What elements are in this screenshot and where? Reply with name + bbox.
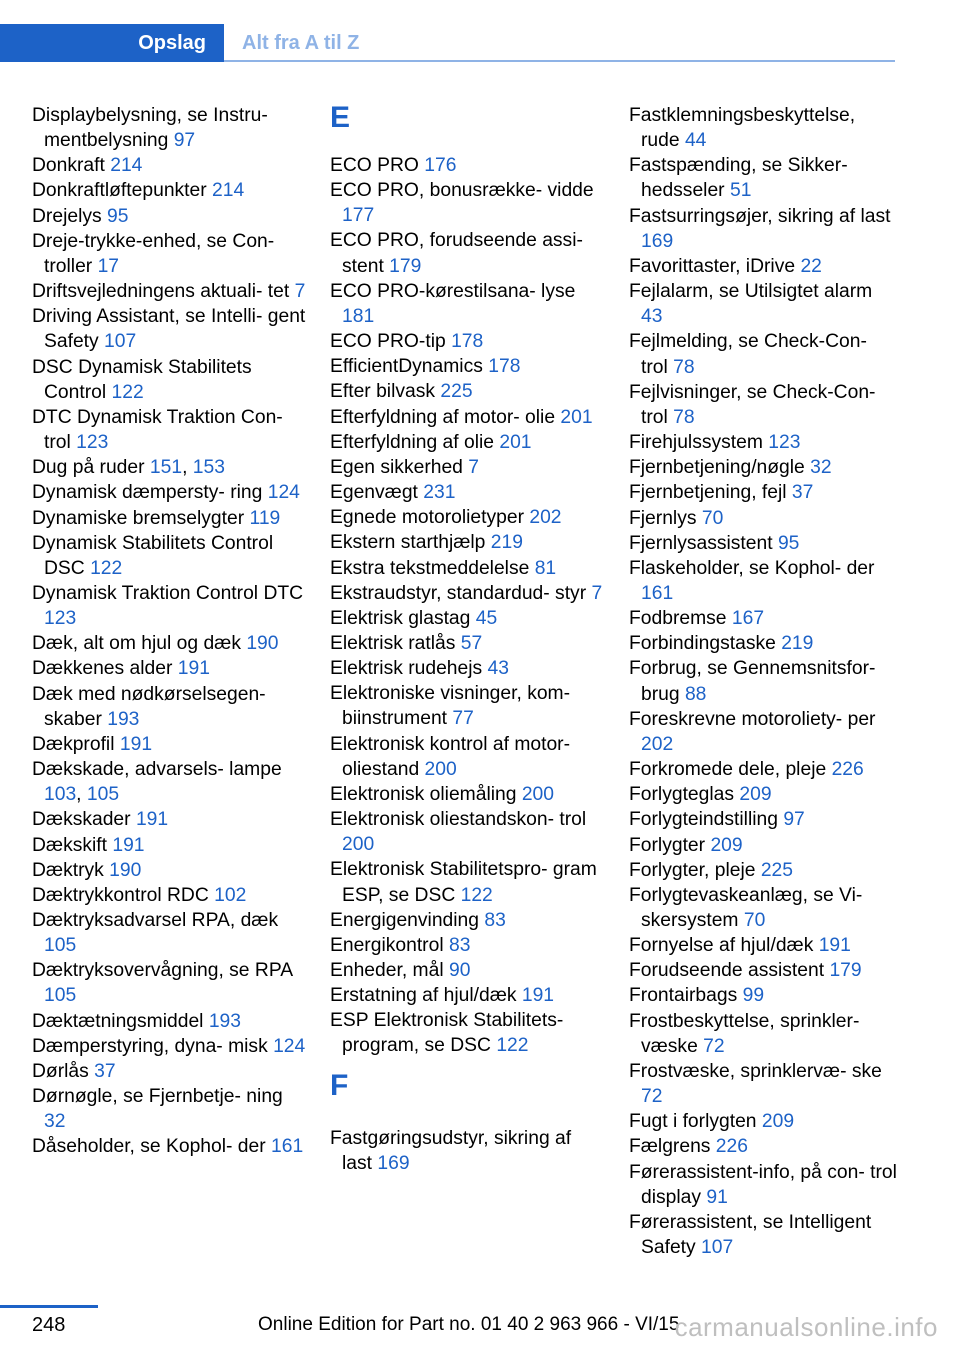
page-link[interactable]: 200 [424,758,457,780]
page-link[interactable]: 78 [673,406,695,428]
index-entry [629,531,899,556]
entry-term: EfficientDynamics [330,356,483,378]
page-link[interactable]: 226 [715,1136,748,1158]
index-entry [629,1009,899,1059]
index-entry [330,908,605,933]
page-link[interactable]: 151 [149,457,183,479]
tab-underline [224,60,895,62]
page-link[interactable]: 178 [488,356,521,378]
entry-term: Fornyelse af hjul/dæk [629,935,814,957]
index-entry [32,103,307,153]
index-entry [330,681,605,731]
index-entry [629,103,899,153]
footer-edition: Online Edition for Part no. 01 40 2 963 966 - VI/15 [258,1314,680,1335]
entry-term: Energikontrol [330,934,444,956]
entry-term: ECO PRO-tip [330,331,446,353]
index-entry [629,506,899,531]
index-entry [330,606,605,631]
index-entry: Dug på ruder 151, 153 [32,457,225,479]
entry-term: Forlygter [629,834,706,856]
entry-term: Dynamiske bremselygter [32,507,245,529]
entry-term: Forlygteindstilling [629,809,778,831]
page-link[interactable]: 77 [452,708,474,730]
page-link[interactable]: 70 [701,507,724,529]
page-link[interactable]: 193 [208,1010,241,1032]
index-entry [330,178,605,228]
index-entry [32,405,307,455]
index-entry [32,833,307,858]
index-entry: Dækskade, advarsels‐ lampe 103, 105 [32,759,282,806]
entry-term: Forbrug, se Gennemsnitsfor‐ brug [629,658,876,705]
index-entry [629,631,899,656]
entry-term: Elektronisk oliestandskon‐ trol [330,809,587,831]
index-entry [629,1059,899,1109]
index-entry [32,178,307,203]
tab-alt-fra-a-til-z[interactable]: Alt fra A til Z [242,31,360,54]
entry-term: Forkromede dele, pleje [629,759,827,781]
entry-term: Dækskader [32,809,131,831]
entry-term: Erstatning af hjul/dæk [330,985,517,1007]
entry-term: ECO PRO, bonusrække‐ vidde [330,180,594,202]
entry-term: Dæktryksovervågning, se RPA [32,960,293,982]
index-entry [32,1134,307,1159]
page-link[interactable]: 83 [448,934,471,956]
entry-term: Dæktrykkontrol RDC [32,884,209,906]
page-link[interactable]: 191 [818,935,851,957]
page-link[interactable]: 231 [423,482,456,504]
index-entry [330,1008,605,1058]
page-link[interactable]: 190 [109,859,142,881]
index-column-2 [330,103,605,1176]
entry-term: Forlygteglas [629,784,735,806]
page-link[interactable]: 7 [294,281,306,303]
page-link[interactable]: 81 [534,557,557,579]
page-link[interactable]: 167 [731,608,765,630]
index-entry [330,1126,605,1176]
page-number: 248 [32,1314,66,1336]
page-link[interactable]: 191 [112,834,145,856]
index-entry [629,380,899,430]
index-entry [32,807,307,832]
entry-term: Energigenvinding [330,909,480,931]
page-link[interactable]: 37 [94,1060,116,1082]
page-link[interactable]: 124 [267,482,300,504]
index-entry [330,732,605,782]
index-entry [32,908,307,958]
index-entry [629,833,899,858]
entry-term: Favorittaster, iDrive [629,255,796,277]
entry-term: Dørlås [32,1060,89,1082]
entry-term: Dækskift [32,834,107,856]
entry-term: Dørnøgle, se Fjernbetje‐ ning [32,1086,283,1108]
index-entry [629,707,899,757]
index-entry [32,480,307,505]
entry-term: Donkraft [32,155,105,177]
index-entry [629,782,899,807]
page-link[interactable]: 99 [742,985,765,1007]
index-entry [629,933,899,958]
page-link[interactable]: 95 [107,205,129,227]
page-link[interactable]: 43 [487,658,509,680]
entry-term: Fjernbetjening, fejl [629,482,787,504]
page-link[interactable]: 102 [214,884,247,906]
page-link[interactable]: 176 [424,155,457,176]
page-link[interactable]: 105 [44,935,77,957]
entry-term: Fejlvisninger, se Check-Con‐ trol [629,381,876,428]
index-entry [32,355,307,405]
page-link[interactable]: 122 [111,381,144,403]
index-entry [629,279,899,329]
entry-term: ECO PRO, forudseende assi‐ stent [330,230,583,277]
section-letter-f: F [330,1068,349,1102]
entry-term: Fælgrens [629,1136,711,1158]
entry-term: Fjernlys [629,507,697,529]
entry-term: Frostbeskyttelse, sprinkler‐ væske [629,1010,860,1057]
index-entry [629,606,899,631]
entry-term: Egnede motorolietyper [330,507,524,529]
page-link[interactable]: 226 [831,759,864,781]
entry-term: Elektronisk oliemåling [330,783,517,805]
entry-term: DTC Dynamisk Traktion Con‐ trol [32,406,283,454]
entry-term: Dæktryksadvarsel RPA, dæk [32,910,279,931]
page-link[interactable]: 107 [701,1237,734,1259]
page-link[interactable]: 119 [249,507,281,529]
page-link[interactable]: 32 [810,457,832,479]
page-link[interactable]: 43 [641,306,663,328]
index-entry [330,782,605,807]
entry-term: Foreskrevne motoroliety‐ per [629,708,876,730]
index-entry [32,1009,307,1034]
page-link[interactable]: 88 [684,683,707,705]
entry-term: Dækprofil [32,733,115,755]
entry-term: Førerassistent, se Intelligent Safety [629,1211,872,1259]
page-link[interactable]: 153 [192,457,225,479]
index-column-1 [32,103,307,1160]
index-entry [330,857,605,907]
entry-term: Displaybelysning, se Instru‐ mentbelysning [32,105,268,152]
page-link[interactable]: 123 [76,432,109,454]
index-entry [330,958,605,983]
page-link[interactable]: 22 [800,255,822,277]
page-link[interactable]: 44 [684,130,707,152]
entry-term: Efterfyldning af olie [330,431,494,453]
index-entry [629,254,899,279]
entry-term: Drejelys [32,205,102,227]
entry-term: Fejlalarm, se Utilsigtet alarm [629,281,873,303]
page-link[interactable]: 7 [468,456,480,478]
entry-term: Frostvæske, sprinklervæ‐ ske [629,1060,882,1082]
page-link[interactable]: 122 [496,1035,529,1057]
index-entry [32,958,307,1008]
index-entry [629,983,899,1008]
page-link[interactable]: 214 [110,155,143,177]
index-entry [32,204,307,229]
index-entry [330,631,605,656]
page-link[interactable]: 78 [673,356,695,378]
page-link[interactable]: 45 [475,607,498,629]
page-link[interactable]: 178 [451,331,484,353]
entry-term: ECO PRO [330,155,419,176]
entry-term: Dæmperstyring, dyna‐ misk [32,1035,268,1057]
entry-term: Dækskade, advarsels‐ lampe [32,759,282,781]
index-entry [629,480,899,505]
entry-term: Fastspænding, se Sikker‐ hedsseler [629,155,848,202]
page-link[interactable]: 122 [90,557,123,579]
page-number-bar [0,1305,98,1308]
page-link[interactable]: 201 [499,431,532,453]
page-link[interactable]: 209 [739,784,772,806]
entry-term: Elektronisk Stabilitetspro‐ gram ESP, se DSC [330,859,597,906]
entry-term: Fastklemningsbeskyttelse, rude [629,105,856,152]
index-entry [330,807,605,857]
entry-term: Førerassistent-info, på con‐ trol display [629,1161,897,1208]
page-link[interactable]: 191 [119,733,153,755]
page-link[interactable]: 161 [641,582,674,604]
entry-term: Dæk med nødkørselsegen‐ skaber [32,683,266,730]
index-entry [629,1210,899,1260]
index-entry [330,153,605,178]
entry-term: Dynamisk Stabilitets Control DSC [32,532,274,579]
index-entry [330,455,605,480]
index-entry [330,530,605,555]
entry-term: Fejlmelding, se Check-Con‐ trol [629,331,867,378]
entry-term: ECO PRO-kørestilsana‐ lyse [330,280,576,302]
index-entry [32,304,307,354]
entry-term: Elektronisk kontrol af motor‐ oliestand [330,733,571,780]
entry-term: Fjernlysassistent [629,532,773,554]
entry-term: Dynamisk dæmpersty‐ ring [32,482,263,504]
page-link[interactable]: 191 [521,985,555,1007]
index-entry [330,405,605,430]
page-link[interactable]: 95 [777,532,800,554]
index-entry [629,656,899,706]
index-entry [629,958,899,983]
entry-term: Elektrisk ratlås [330,632,456,654]
entry-term: Elektroniske visninger, kom‐ biinstrument [330,683,571,730]
page-link[interactable]: 57 [460,632,483,654]
entry-term: Dækkenes alder [32,658,173,680]
entry-term: Ekstern starthjælp [330,532,486,554]
page-link[interactable]: 7 [591,582,603,604]
index-entry [330,430,605,455]
index-entry [330,505,605,530]
index-entry [629,1160,899,1210]
page-link[interactable]: 124 [273,1035,306,1057]
page-link[interactable]: 105 [44,985,77,1007]
page-link[interactable]: 97 [783,809,805,831]
entry-term: Forudseende assistent [629,960,825,982]
page-link[interactable]: 72 [641,1086,663,1108]
index-entry [330,379,605,404]
page-link[interactable]: 91 [706,1186,728,1208]
entry-term: Fastsurringsøjer, sikring af last [629,205,891,227]
page-link[interactable]: 219 [490,532,523,554]
entry-term: Firehjulssystem [629,432,763,454]
page-link[interactable]: 209 [710,834,743,856]
index-entry [32,153,307,178]
page-link[interactable]: 123 [44,608,77,630]
index-entry [330,228,605,278]
page-link[interactable]: 201 [560,406,593,428]
page-link[interactable]: 209 [761,1111,795,1133]
entry-term: Forbindingstaske [629,633,776,655]
index-entry [629,556,899,606]
entry-term: Fjernbetjening/nøgle [629,457,805,479]
entry-term: Dæktryk [32,859,104,881]
entry-term: Dæk, alt om hjul og dæk [32,633,241,655]
page-link[interactable]: 83 [484,909,506,931]
index-entry [32,883,307,908]
index-entry [330,656,605,681]
entry-term: Dug på ruder [32,457,145,479]
page-link[interactable]: 17 [97,255,120,277]
entry-term: Dreje-trykke-enhed, se Con‐ troller [32,230,275,277]
index-entry [629,204,899,254]
entry-term: Dynamisk Traktion Control DTC [32,582,304,604]
entry-term: Driving Assistant, se Intelli‐ gent Safety [32,306,306,353]
page-link[interactable]: 103 [44,784,77,806]
entry-term: Donkraftløftepunkter [32,180,207,202]
page-link[interactable]: 225 [760,859,793,881]
index-entry [629,858,899,883]
entry-term: Efter bilvask [330,381,436,403]
page-link[interactable]: 51 [729,180,752,202]
index-entry [330,556,605,581]
page-link[interactable]: 122 [460,884,493,906]
index-entry [32,279,307,304]
page-link[interactable]: 181 [342,305,375,327]
entry-term: Enheder, mål [330,960,444,981]
page-link[interactable]: 169 [377,1152,410,1174]
index-entry [629,883,899,933]
index-entry [32,1034,307,1059]
index-entry [629,1109,899,1134]
entry-term: Dæktætningsmiddel [32,1010,204,1032]
header-tabs [0,24,895,62]
index-entry [32,581,307,631]
page-link[interactable]: 70 [743,910,766,931]
entry-term: Elektrisk glastag [330,607,471,629]
entry-term: Forlygter, pleje [629,859,756,881]
index-entry [629,757,899,782]
entry-term: Dåseholder, se Kophol‐ der [32,1136,266,1158]
index-entry [32,506,307,531]
page-link[interactable]: 191 [177,658,210,680]
index-entry [32,858,307,883]
page-link[interactable]: 202 [641,733,674,755]
entry-term: DSC Dynamisk Stabilitets Control [32,356,252,403]
page-link[interactable]: 177 [342,205,375,227]
entry-term: Frontairbags [629,985,738,1007]
index-entry [32,656,307,681]
entry-term: Egen sikkerhed [330,456,463,478]
page-link[interactable]: 90 [448,960,471,981]
page-link[interactable]: 179 [389,255,422,277]
page-link[interactable]: 107 [104,331,137,353]
index-entry [32,229,307,279]
index-entry [32,531,307,581]
index-entry [330,933,605,958]
page-link[interactable]: 191 [135,809,169,831]
entry-term: Elektrisk rudehejs [330,658,483,680]
page-link[interactable]: 123 [768,432,801,454]
page-link[interactable]: 169 [641,230,674,252]
entry-term: Fodbremse [629,608,727,630]
page-link[interactable]: 193 [107,708,140,730]
page-link[interactable]: 97 [173,130,196,152]
page-link[interactable]: 225 [440,381,473,403]
index-column-3 [629,103,899,1260]
page-link[interactable]: 72 [703,1035,725,1057]
entry-term: Ekstra tekstmeddelelse [330,557,530,579]
entry-term: Forlygtevaskeanlæg, se Vi‐ skersystem [629,884,863,931]
entry-term: Egenvægt [330,482,418,504]
index-entry [330,983,605,1008]
index-entry [629,1134,899,1159]
index-entry [330,329,605,354]
page-link[interactable]: 37 [791,482,814,504]
index-entry [32,1059,307,1084]
index-entry [330,354,605,379]
page-link[interactable]: 219 [781,633,814,655]
index-entry [32,631,307,656]
watermark: carmanualsonline.info [674,1312,938,1342]
page-link[interactable]: 214 [212,180,245,202]
index-entry [629,430,899,455]
entry-term: Ekstraudstyr, standardud‐ styr [330,582,587,604]
index-entry [32,732,307,757]
entry-term: Fastgøringsudstyr, sikring af last [330,1127,572,1174]
index-entry [330,581,605,606]
entry-term: ESP Elektronisk Stabilitets‐ program, se DSC [330,1010,564,1057]
index-entry [32,682,307,732]
page-link[interactable]: 200 [521,783,554,805]
page-link[interactable]: 200 [342,834,375,856]
entry-term: Driftsvejledningens aktuali‐ tet [32,281,290,303]
entry-term: Efterfyldning af motor‐ olie [330,406,556,428]
index-entry [629,455,899,480]
index-entry [629,329,899,379]
section-letter-e: E [330,101,351,134]
page-link[interactable]: 161 [271,1136,304,1158]
index-entry [330,279,605,329]
page-link[interactable]: 202 [529,507,562,529]
page-link[interactable]: 190 [246,633,279,655]
index-entry [629,153,899,203]
entry-term: Fugt i forlygten [629,1111,757,1133]
page-link[interactable]: 32 [44,1111,66,1133]
index-entry [330,480,605,505]
tab-opslag[interactable]: Opslag [0,24,224,62]
page-link[interactable]: 105 [86,784,120,806]
index-entry [629,807,899,832]
entry-term: Flaskeholder, se Kophol‐ der [629,557,875,579]
index-entry [32,1084,307,1134]
page-link[interactable]: 179 [829,960,862,982]
